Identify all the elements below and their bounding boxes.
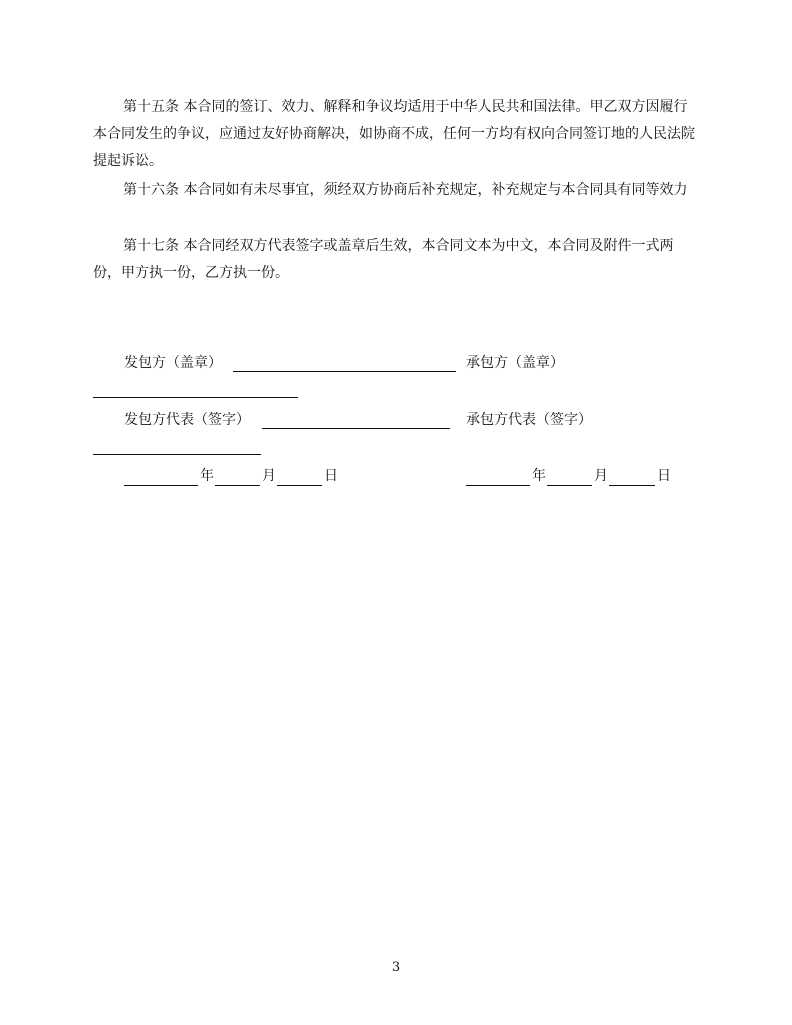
party-b-day-label: 日	[657, 468, 671, 484]
party-a-rep-label: 发包方代表（签字）	[124, 412, 250, 428]
party-a-seal-label: 发包方（盖章）	[124, 355, 222, 371]
clause-17: 第十七条 本合同经双方代表签字或盖章后生效，本合同文本为中文，本合同及附件一式两份，甲方执一份，乙方执一份。	[93, 238, 674, 281]
party-b-seal-label: 承包方（盖章）	[466, 355, 564, 371]
party-b-day-line[interactable]	[609, 485, 655, 486]
party-a-seal-line[interactable]	[233, 371, 456, 372]
party-a-rep-line[interactable]	[262, 428, 450, 429]
page-number: 3	[391, 960, 401, 975]
party-a-year-line[interactable]	[124, 485, 198, 486]
party-a-month-label: 月	[262, 468, 276, 484]
party-b-year-line[interactable]	[466, 485, 530, 486]
party-a-year-label: 年	[200, 468, 214, 484]
clause-16: 第十六条 本合同如有未尽事宜，须经双方协商后补充规定，补充规定与本合同具有同等效力	[123, 182, 688, 198]
party-a-day-line[interactable]	[277, 485, 322, 486]
clause-15: 第十五条 本合同的签订、效力、解释和争议均适用于中华人民共和国法律。甲乙双方因履行本合同发生的争议，应通过友好协商解决，如协商不成，任何一方均有权向合同签订地的人民法院提起诉讼。	[93, 99, 695, 169]
party-b-month-label: 月	[594, 468, 608, 484]
party-b-seal-line[interactable]	[93, 397, 298, 398]
party-a-day-label: 日	[324, 468, 338, 484]
party-b-month-line[interactable]	[547, 485, 592, 486]
party-b-rep-line[interactable]	[93, 454, 261, 455]
party-a-month-line[interactable]	[215, 485, 260, 486]
party-b-year-label: 年	[532, 468, 546, 484]
party-b-rep-label: 承包方代表（签字）	[466, 412, 592, 428]
